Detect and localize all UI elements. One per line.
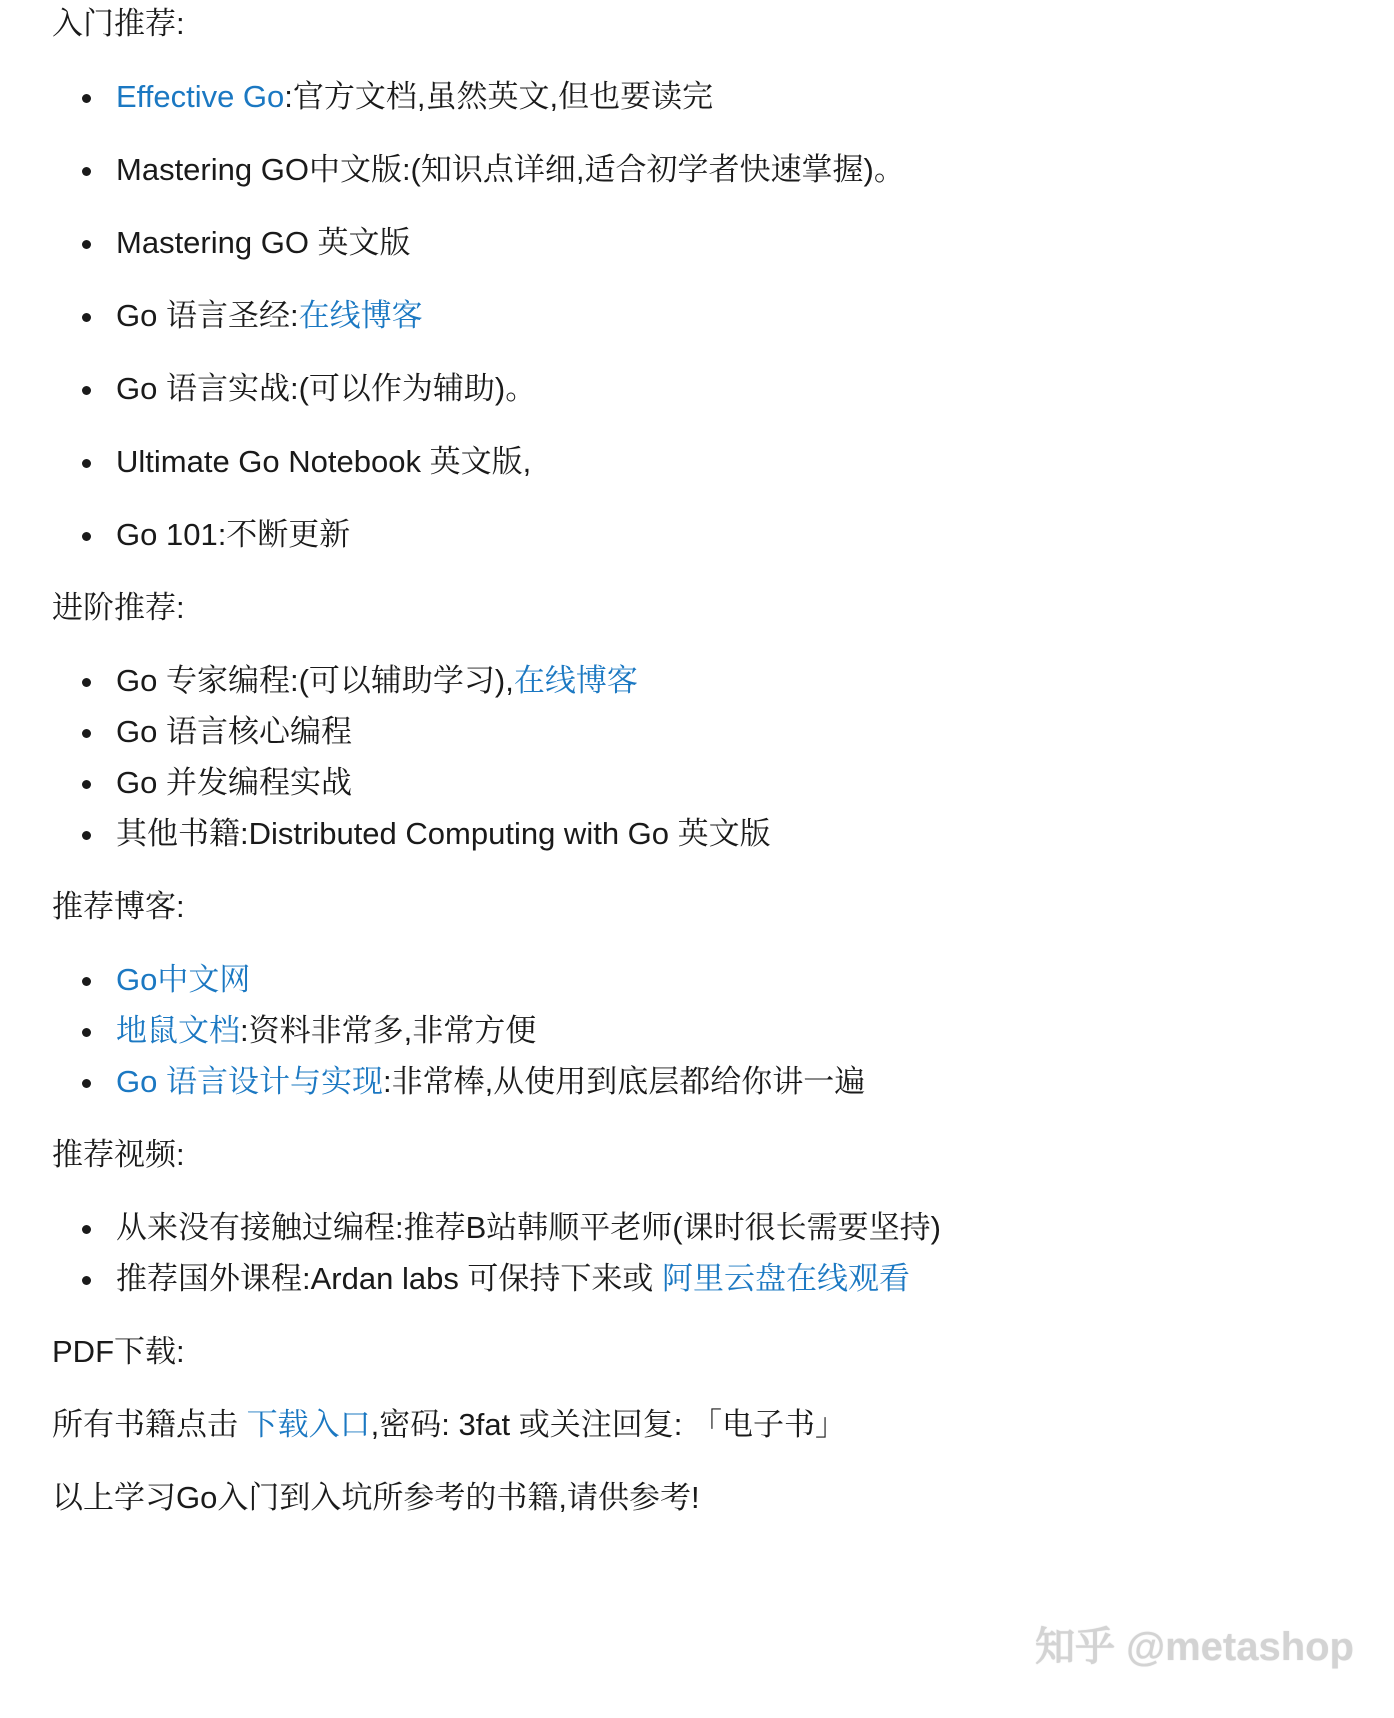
pdf-download-line [52,1405,846,1445]
section-title-videos: 推荐视频: [52,1137,185,1172]
list-item [116,223,411,263]
online-blog-link[interactable]: 在线博客 [513,663,638,698]
section-title-advanced: 进阶推荐: [52,590,185,625]
zhihu-watermark: 知乎 @metashop [1034,1625,1354,1669]
list-item [116,369,536,409]
list-item-text: :官方文档,虽然英文,但也要读完 [284,79,714,114]
aliyun-drive-link[interactable]: 阿里云盘在线观看 [662,1261,911,1296]
list-item-text: Mastering GO 英文版 [116,225,411,260]
list-item [116,515,350,555]
list-item-text: Go 语言圣经: [116,298,299,333]
list-item-text: Mastering GO中文版:(知识点详细,适合初学者快速掌握)。 [116,152,905,187]
online-blog-link[interactable]: 在线博客 [298,298,423,333]
list-item-text: 其他书籍:Distributed Computing with Go 英文版 [116,816,771,851]
list-item [116,1062,865,1102]
list-item-text: Go 语言核心编程 [116,714,352,749]
list-item-text: Go 并发编程实战 [116,765,352,800]
list-item-text: 推荐国外课程:Ardan labs 可保持下来或 [116,1261,663,1296]
list-item [116,150,905,190]
effective-go-link[interactable]: Effective Go [116,79,285,114]
list-item [116,442,531,482]
list-item [116,763,352,803]
closing-text: 以上学习Go入门到入坑所参考的书籍,请供参考! [52,1480,700,1515]
list-item [116,960,250,1000]
list-item-text: :非常棒,从使用到底层都给你讲一遍 [382,1064,866,1099]
list-item [116,1011,536,1051]
list-item [116,1259,910,1299]
list-item [116,296,423,336]
go-chinese-site-link[interactable]: Go中文网 [116,962,251,997]
list-item-text: Go 专家编程:(可以辅助学习), [116,663,514,698]
list-item-text: 从来没有接触过编程:推荐B站韩顺平老师(课时很长需要坚持) [116,1210,941,1245]
list-item-text: Go 101:不断更新 [116,517,351,552]
section-title-pdf: PDF下载: [52,1334,185,1369]
list-item [116,661,638,701]
pdf-prefix: 所有书籍点击 [52,1407,247,1442]
download-entry-link[interactable]: 下载入口 [246,1407,371,1442]
list-item [116,712,352,752]
list-item [116,77,713,117]
pdf-suffix: ,密码: 3fat 或关注回复: 「电子书」 [370,1407,847,1442]
section-title-blogs: 推荐博客: [52,889,185,924]
list-item [116,814,771,854]
gopher-docs-link[interactable]: 地鼠文档 [116,1013,240,1048]
section-title-intro: 入门推荐: [52,6,185,41]
list-item-text: Ultimate Go Notebook 英文版, [116,444,532,479]
list-item-text: Go 语言实战:(可以作为辅助)。 [116,371,537,406]
list-item [116,1208,941,1248]
list-item-text: :资料非常多,非常方便 [240,1013,537,1048]
go-design-impl-link[interactable]: Go 语言设计与实现 [116,1064,383,1099]
